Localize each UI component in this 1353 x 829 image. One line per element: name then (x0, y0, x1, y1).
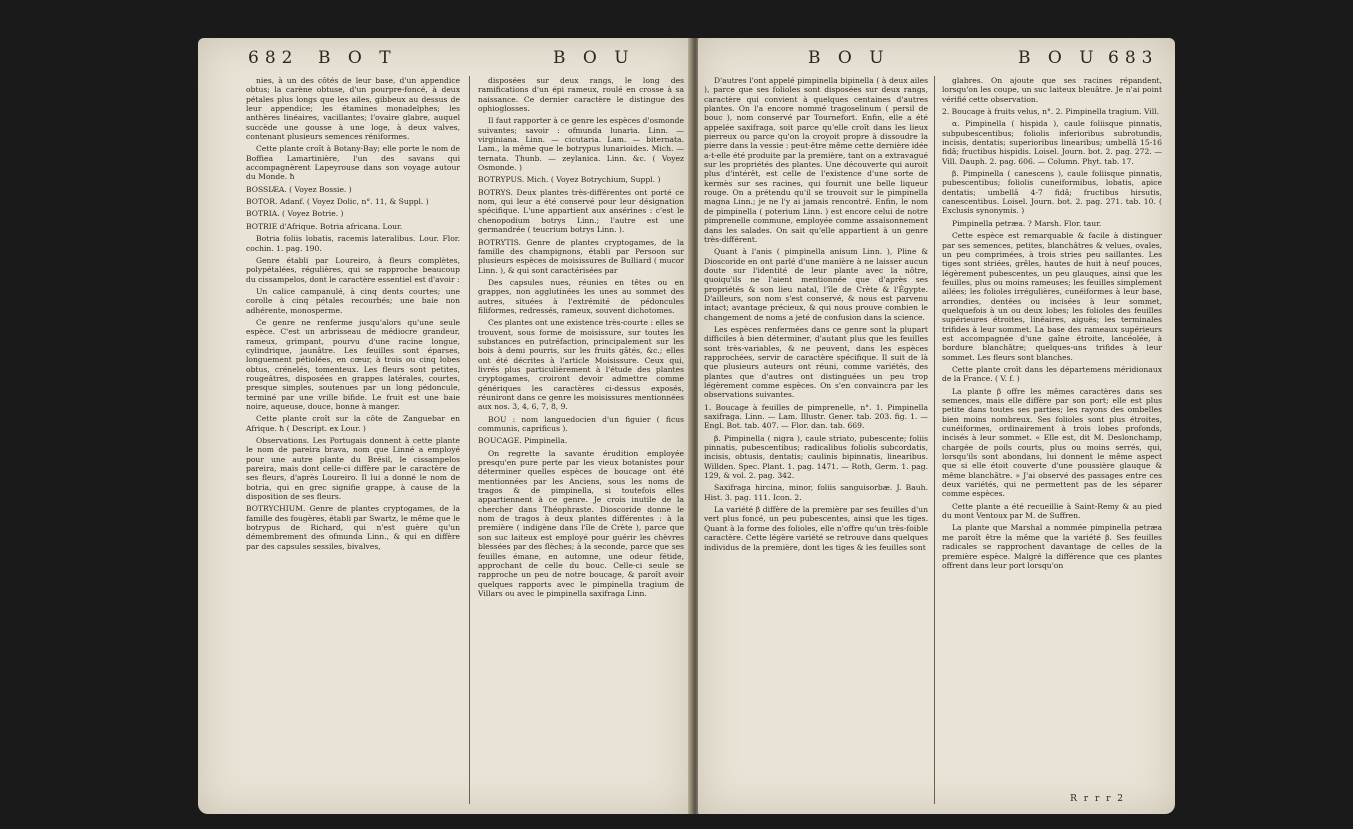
paragraph: Pimpinella petræa. ? Marsh. Flor. taur. (952, 218, 1102, 228)
paragraph: Il faut rapporter à ce genre les espèces d'osmonde suivantes; savoir : ofmunda lunaria. Linn. — virginiana. Linn. — cicutaria. Lam. — biternata. Lam., la même que le botrypus lunarioides. Mich. — ternata. Thunb. — zeylanica. Linn. &c. ( Voyez Osmonde. ) (478, 116, 684, 173)
paragraph: Cette plante croît à Botany-Bay; elle porte le nom de Boffiea Lamartinière, l'un des savans qui accompagnèrent Lapeyrouse dans son voyage autour du Monde. ħ (246, 144, 460, 182)
paragraph: BOUCAGE. Pimpinella. (478, 436, 568, 446)
running-head: B O U (808, 48, 890, 68)
text-column-2 (478, 76, 684, 601)
paragraph: disposées sur deux rangs, le long des ramifications d'un épi rameux, roulé en crosse à sa naissance. Ce dernier caractère le distingue des ophioglosses. (478, 76, 684, 114)
paragraph: Ces plantes ont une existence très-courte : elles se trouvent, sous forme de moisissure, sur toutes les substances en putréfaction, principalement sur les bois à demi pourris, sur les fruits gâtés, &c.; elles ont été décrites à l'article Moisissure. Ceux qui, livrés plus particulièrement à l'étude des plantes cryptogames, croiront devoir admettre comme génériques les caractères ci-dessus exposés, réuniront dans ce genre les moisissures mentionnées aux nos. 3, 4, 6, 7, 8, 9. (478, 318, 684, 412)
paragraph: 2. Boucage à fruits velus, n°. 2. Pimpinella tragium. Vill. (942, 107, 1159, 117)
paragraph: Quant à l'anis ( pimpinella anisum Linn. ), Pline & Dioscoride en ont parlé d'une manière à ne laisser aucun doute sur l'identité de leur plante avec la nôtre, quoiqu'ils ne l'aient mentionnée que d'après ses propriétés & son lieu natal, l'île de Crète & l'Égypte. D'ailleurs, son nom s'est conservé, & nous est parvenu intact; avantage précieux, & qui nous prouve combien le changement de noms a jeté de confusion dans la science. (704, 247, 928, 322)
right-page-header (698, 48, 1175, 70)
paragraph: Saxifraga hircina, minor, foliis sanguisorbæ. J. Bauh. Hist. 3. pag. 111. Icon. 2. (704, 483, 928, 502)
paragraph: BOTRYCHIUM. Genre de plantes cryptogames, de la famille des fougères, établi par Swartz, le même que le botrypus de Richard, qui n'est guère qu'un démembrement des ofmunda Linn., & qui en diffère par des capsules sessiles, bivalves, (246, 504, 460, 551)
paragraph: BOTRYS. Deux plantes très-différentes ont porté ce nom, qui leur a été conservé pour leur désignation spécifique. L'une appartient aux ansérines : c'est le chenopodium botrys Linn.; l'autre est une germandrée ( teucrium botrys Linn. ). (478, 187, 684, 235)
paragraph: Botria foliis lobatis, racemis lateralibus. Lour. Flor. cochin. 1. pag. 190. (246, 234, 460, 253)
paragraph: D'autres l'ont appelé pimpinella bipinella ( à deux ailes ), parce que ses folioles sont disposées sur deux rangs, caractère qui convient à quelques centaines d'autres plantes. On l'a encore nommé tragoselinum ( persil de bouc ), nom conservé par Tournefort. Enfin, elle a été appelée saxifraga, soit parce qu'elle croît dans les lieux pierreux ou parce qu'on la croyoit propre à dissoudre la pierre dans la vessie : peut-être même cette dernière idée a-t-elle été produite par la première, tant on a extravagué sur les propriétés des plantes. Une découverte qui auroit plus d'intérêt, est celle de l'existence d'une sorte de kermès sur ses racines, qui fournit une belle liqueur rouge. On a prétendu qu'il se trouvoit sur le pimpinella magna Linn.; je ne l'y ai jamais rencontré. Enfin, le nom de pimpinella ( poterium Linn. ) est encore celui de notre pimprenelle commune, employée comme assaisonnement dans les salades. On sait qu'elle appartient à un genre très-différent. (704, 76, 928, 244)
signature-mark: R r r r 2 (1070, 794, 1125, 804)
column-rule (934, 76, 935, 804)
paragraph: La variété β diffère de la première par ses feuilles d'un vert plus foncé, un peu pubescentes, ainsi que les tiges. Quant à la forme des folioles, elle n'offre qu'un très-foible caractère. Cette légère variété se retrouve dans quelques individus de la première, dont les tiges & les feuilles sont (704, 505, 928, 552)
paragraph: β. Pimpinella ( canescens ), caule foliisque pinnatis, pubescentibus; foliolis cuneiformibus, lobatis, apice dentatis; umbellâ 4-7 fidâ; fructibus hirsutis, canescentibus. Loisel. Journ. bot. 2. pag. 271. tab. 10. ( Exclusis synonymis. ) (942, 169, 1162, 216)
paragraph: BOTRIA. ( Voyez Botrie. ) (246, 209, 344, 219)
paragraph: BOTRIE d'Afrique. Botria africana. Lour. (246, 221, 403, 231)
paragraph: BOU : nom languedocien d'un figuier ( ficus communis, caprificus ). (478, 414, 684, 434)
text-column-1 (704, 76, 928, 555)
paragraph: Des capsules nues, réunies en têtes ou en grappes, non agglutinées les unes au sommet des autres, situées à l'extrémité de pédoncules filiformes, redressés, rameux, souvent dichotomes. (478, 277, 684, 315)
column-rule (469, 76, 470, 804)
text-column-1 (246, 76, 460, 554)
page-number: 683 (1108, 48, 1159, 68)
paragraph: Genre établi par Loureiro, à fleurs complètes, polypétalées, régulières, qui se rapproche beaucoup du cissampelos, dont le caractère essentiel est d'avoir : (246, 255, 460, 284)
paragraph: Cette plante a été recueillie à Saint-Remy & au pied du mont Ventoux par M. de Suffren. (942, 501, 1162, 521)
paragraph: β. Pimpinella ( nigra ), caule striato, pubescente; foliis pinnatis, pubescentibus; radicalibus foliolis subcordatis, incisis, obtusis, dentatis; caulinis bipinnatis, linearibus. Willden. Spec. Plant. 1. pag. 1471. — Roth, Germ. 1. pag. 129, & vol. 2. pag. 342. (704, 433, 928, 481)
paragraph: nies, à un des côtés de leur base, d'un appendice obtus; la carène obtuse, d'un pourpre-foncé, à deux pétales plus longs que les ailes, gibbeux au dessus de leur appendice; les étamines monadelphes; les anthères linéaires, vacillantes; l'ovaire glabre, auquel succède une gousse à une loge, à deux valves, contenant plusieurs semences réniformes. (246, 76, 460, 142)
paragraph: Les espèces renfermées dans ce genre sont la plupart difficiles à bien déterminer, d'autant plus que les feuilles sont très-variables, & ne peuvent, dans les espèces rapprochées, servir de caractère spécifique. Il suit de là que plusieurs auteurs ont réuni, comme variétés, des plantes que d'autres ont distinguées un peu trop légèrement comme espèces. On s'en convaincra par les observations suivantes. (704, 324, 928, 400)
paragraph: BOSSIÆA. ( Voyez Bossie. ) (246, 184, 352, 194)
paragraph: Cette plante croît sur la côte de Zanguebar en Afrique. ħ ( Descript. ex Lour. ) (246, 414, 460, 433)
paragraph: 1. Boucage à feuilles de pimprenelle, n°. 1. Pimpinella saxifraga. Linn. — Lam. Illustr. Gener. tab. 203. fig. 1. — Engl. Bot. tab. 407. — Flor. dan. tab. 669. (704, 402, 928, 431)
text-column-2 (942, 76, 1162, 573)
paragraph: Un calice campanulé, à cinq dents courtes; une corolle à cinq pétales recourbés; une baie non adhérente, monosperme. (246, 286, 460, 315)
paragraph: La plante que Marshal a nommée pimpinella petræa me paroît être la même que la variété β. Ses feuilles radicales se rapprochent davantage de celles de la première espèce. Malgré la différence que ces plantes offrent dans leur port lorsqu'on (942, 523, 1162, 570)
left-page-header (198, 48, 690, 70)
paragraph: BOTRYPUS. Mich. ( Voyez Botrychium, Suppl. ) (478, 175, 661, 185)
running-head: B O U (553, 48, 635, 68)
page-number: 682 (248, 48, 299, 68)
running-head: B O T (318, 48, 397, 68)
paragraph: Cette plante croît dans les départemens méridionaux de la France. ( V. f. ) (942, 364, 1162, 384)
left-page (198, 38, 690, 814)
paragraph: Cette espèce est remarquable & facile à distinguer par ses semences, petites, blanchâtres & velues, ovales, un peu comprimées, à trois stries peu saillantes. Les tiges sont striées, grêles, hautes de huit à neuf pouces, légèrement pubescentes, un peu glauques, ainsi que les feuilles, plus ou moins rameuses; les feuilles simplement ailées; les folioles irrégulières, cunéiformes à leur base, arrondies, dentées ou incisées à leur sommet, quelquefois à un ou deux lobes; les folioles des feuilles supérieures étroites, linéaires, aiguës; les terminales trifides à leur sommet. La base des rameaux supérieurs est accompagnée d'une gaîne étroite, lancéolée, à bordure blanchâtre; quelques-uns trifides à leur sommet. Les fleurs sont blanches. (942, 231, 1162, 362)
paragraph: BOTRYTIS. Genre de plantes cryptogames, de la famille des champignons, établi par Persoon sur plusieurs espèces de moisissures de Bulliard ( mucor Linn. ), & qui sont caractérisées par (478, 237, 684, 275)
paragraph: La plante β offre les mêmes caractères dans ses semences, mais elle diffère par son port; elle est plus petite dans toutes ses parties; les rayons des ombelles bien moins nombreux. Ses folioles sont plus étroites, cunéiformes, ordinairement à trois lobes profonds, incisés à leur sommet. « Elle est, dit M. Deslonchamp, chargée de poils courts, plus ou moins serrés, qui, lorsqu'ils sont abondans, lui donnent le même aspect que si elle étoit couverte d'une poussière glauque & même blanchâtre. » J'ai observé des passages entre ces deux variétés, qui ne permettent pas de les séparer comme espèces. (942, 386, 1162, 499)
right-page (698, 38, 1175, 814)
paragraph: BOTOR. Adanf. ( Voyez Dolic, n°. 11, & Suppl. ) (246, 197, 429, 207)
paragraph: Ce genre ne renferme jusqu'alors qu'une seule espèce. C'est un arbrisseau de médiocre grandeur, rameux, grimpant, pourvu d'une racine longue, cylindrique, jaunâtre. Les feuilles sont éparses, longuement pétiolées, en cœur, à trois ou cinq lobes obtus, crénelés, tomenteux. Les fleurs sont petites, rougeâtres, disposées en grappes latérales, courtes, presque simples, soutenues par un long pédoncule, terminé par une vrille bifide. Le fruit est une baie noire, aqueuse, douce, bonne à manger. (246, 317, 460, 411)
paragraph: α. Pimpinella ( hispida ), caule foliisque pinnatis, subpubescentibus; foliolis inferioribus subrotundis, incisis, dentatis; superioribus linearibus; umbellâ 15-16 fidâ; fructibus hispidis. Loisel. Journ. bot. 2. pag. 272. — Vill. Dauph. 2. pag. 606. — Column. Phyt. tab. 17. (942, 119, 1162, 166)
running-head: B O U (1018, 48, 1100, 68)
paragraph: On regrette la savante érudition employée presqu'en pure perte par les vieux botanistes pour déterminer quelles espèces de boucage ont été mentionnées par les Anciens, sous les noms de tragos & de pimpinella, si toutefois elles appartiennent à ce genre. Je crois inutile de la chercher dans Théophraste. Dioscoride donne le nom de tragos à deux plantes différentes : à la première ( indigène dans l'île de Crète ), parce que son suc laiteux est employé pour guérir les chèvres blessées par des flèches; à la seconde, parce que ses feuilles émane, en automne, une odeur fétide, approchant de celle du bouc. Celle-ci seule se rapproche un peu de notre boucage, & paroît avoir quelques rapports avec le pimpinella tragium de Villars ou avec le pimpinella saxifraga Linn. (478, 448, 684, 598)
paragraph: glabres. On ajoute que ses racines répandent, lorsqu'on les coupe, un suc laiteux bleuâtre. Je n'ai point vérifié cette observation. (942, 76, 1162, 104)
paragraph: Observations. Les Portugais donnent à cette plante le nom de pareira brava, nom que Linné a employé pour une autre plante du Brésil, le cissampelos pareira, mais dont celle-ci diffère par le caractère de ses fleurs, d'après Loureiro. Il lui a donné le nom de botria, qui en grec signifie grappe, à cause de la disposition de ses fleurs. (246, 436, 460, 502)
